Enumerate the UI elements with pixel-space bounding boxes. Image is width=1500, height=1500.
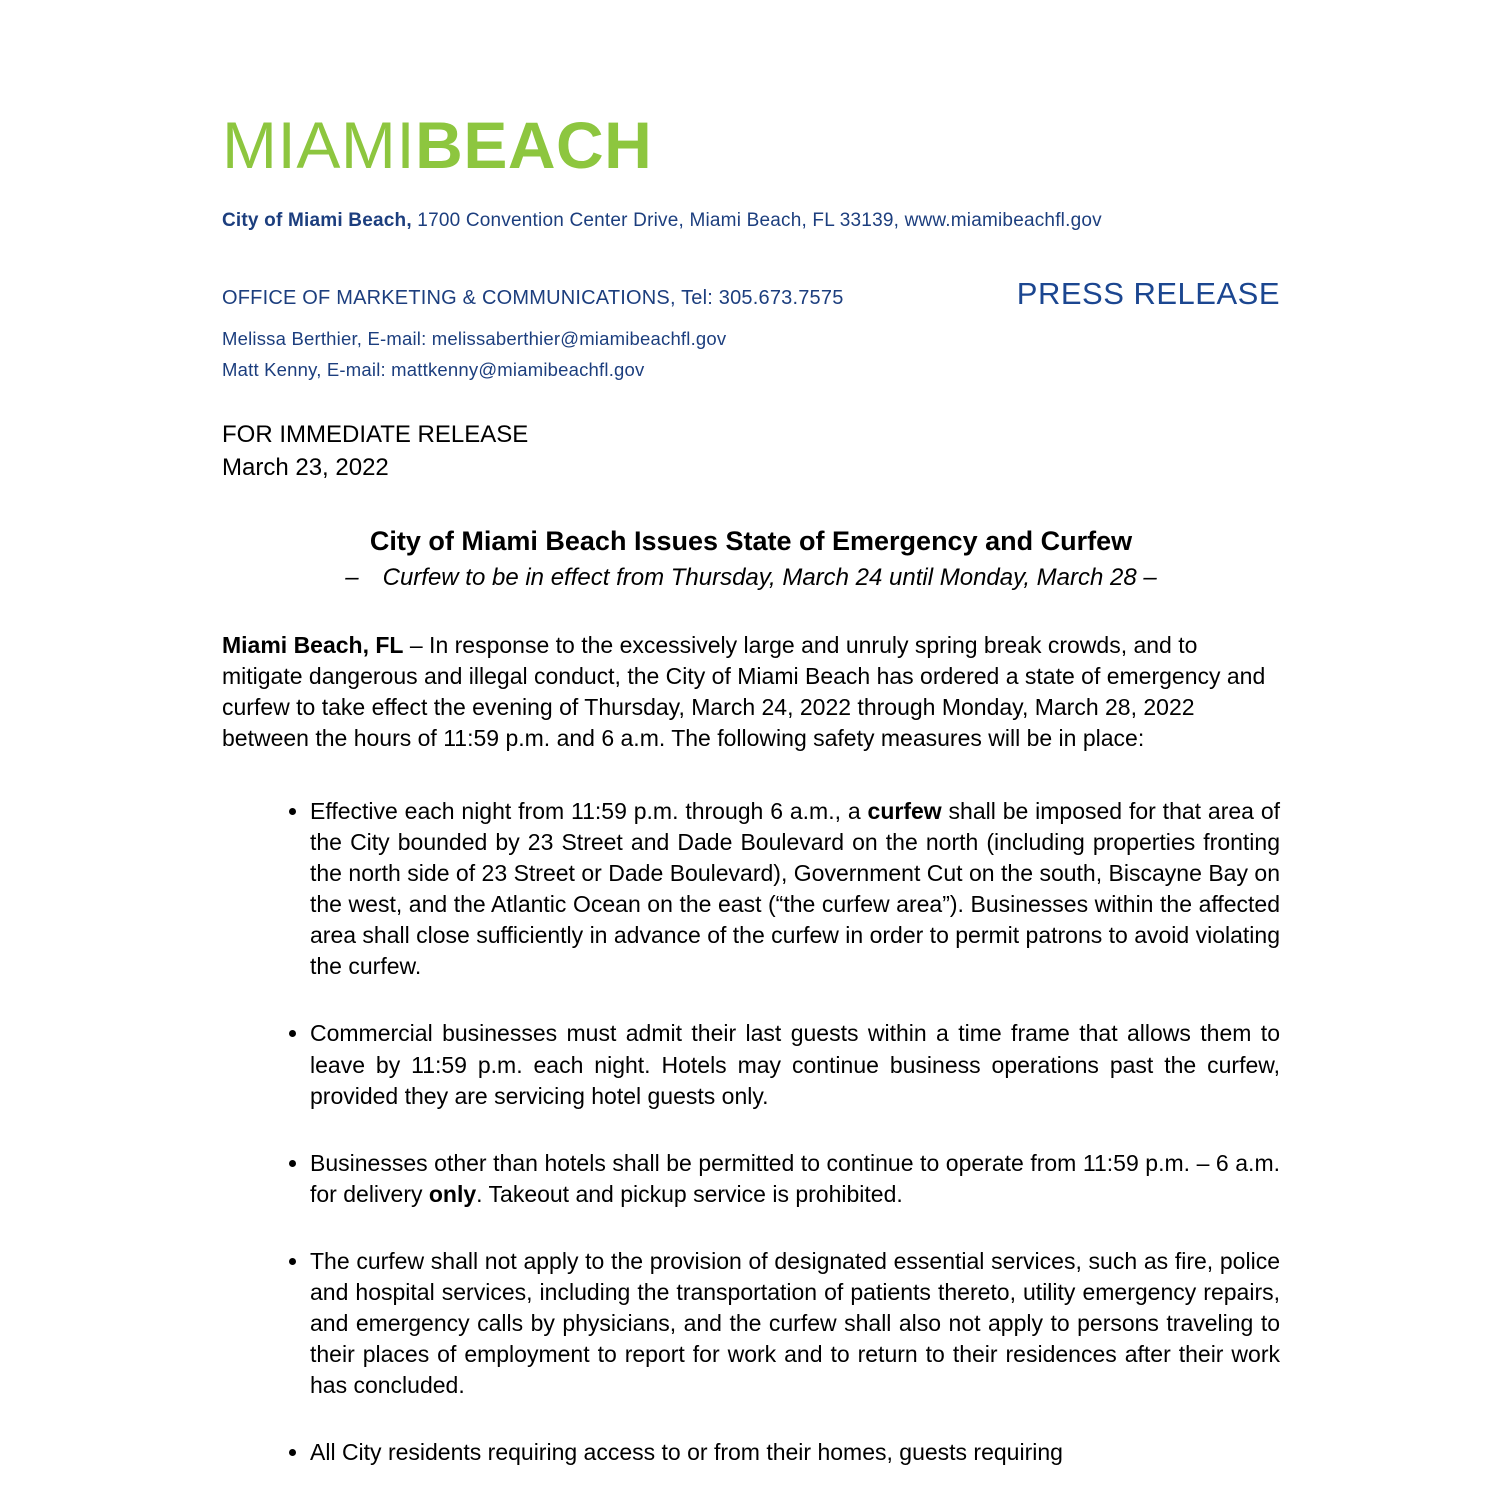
bullet-text: Businesses other than hotels shall be permitted to continue to operate from 11:59 p.m. – 6 a.m. for delivery [310,1149,1280,1207]
address-line [222,210,1280,232]
contact-line-1: Melissa Berthier, E-mail: melissaberthier@miamibeachfl.gov [222,328,727,349]
safety-measures-list [222,796,1280,1468]
lead-dateline: Miami Beach, FL [222,632,404,658]
bullet-item-commercial-businesses [310,1018,1280,1111]
bullet-text: Commercial businesses must admit their last guests within a time frame that allows them to leave by 11:59 p.m. each night. Hotels may continue business operations past the curfew, provided they are servicing hotel guests only. [310,1020,1280,1109]
bullet-text: All City residents requiring access to or from their homes, guests requiring [310,1438,1063,1465]
bullet-bold-text: only [428,1180,477,1207]
lead-text: – In response to the excessively large and unruly spring break crowds, and to mitigate dangerous and illegal conduct, the City of Miami Beach has ordered a state of emergency and curfew to take effect the evening of Thursday, March 24, 2022 through Monday, March 28, 2022 between the hours of 11:59 p.m. and 6 a.m. The following safety measures will be in place: [222,632,1266,752]
address-city-name: City of Miami Beach, [222,210,412,231]
office-line: OFFICE OF MARKETING & COMMUNICATIONS, Tel: 305.673.7575 [222,287,844,309]
bullet-text: Effective each night from 11:59 p.m. through 6 a.m., a [310,798,868,825]
bullet-item-curfew-area [310,796,1280,982]
logo-text-beach: BEACH [415,108,653,182]
address-rest: 1700 Convention Center Drive, Miami Beach, FL 33139, www.miamibeachfl.gov [411,210,1102,231]
bullet-item-essential-services [310,1246,1280,1401]
miami-beach-logo [222,108,1280,182]
bullet-text: shall be imposed for that area of the City bounded by 23 Street and Dade Boulevard on the north (including properties fronting the north side of 23 Street or Dade Boulevard), Government Cut on the south, Biscayne Bay on the west, and the Atlantic Ocean on the east (“the curfew area”). Businesses within the affected area shall close sufficiently in advance of the curfew in order to permit patrons to avoid violating the curfew. [310,798,1280,980]
for-immediate-release-label: FOR IMMEDIATE RELEASE [222,421,529,448]
bullet-text: The curfew shall not apply to the provision of designated essential services, such as fire, police and hospital services, including the transportation of patients thereto, utility emergency repairs, and emergency calls by physicians, and the curfew shall also not apply to persons traveling to their places of employment to report for work and to return to their residences after their work has concluded. [310,1247,1280,1398]
bullet-item-delivery-only [310,1148,1280,1210]
headline: City of Miami Beach Issues State of Emergency and Curfew [369,526,1133,556]
bullet-item-residents-access [310,1437,1280,1468]
press-release-label: PRESS RELEASE [1016,276,1280,311]
contact-line-2: Matt Kenny, E-mail: mattkenny@miamibeachfl.gov [222,359,645,380]
release-date: March 23, 2022 [222,454,389,481]
bullet-bold-text: curfew [867,798,942,825]
logo-text-miami: MIAMI [222,108,416,182]
subheadline: – Curfew to be in effect from Thursday, March 24 until Monday, March 28 – [345,564,1157,591]
bullet-text: . Takeout and pickup service is prohibited. [476,1180,903,1207]
lead-paragraph [222,630,1280,754]
office-press-release-row [222,276,1280,312]
